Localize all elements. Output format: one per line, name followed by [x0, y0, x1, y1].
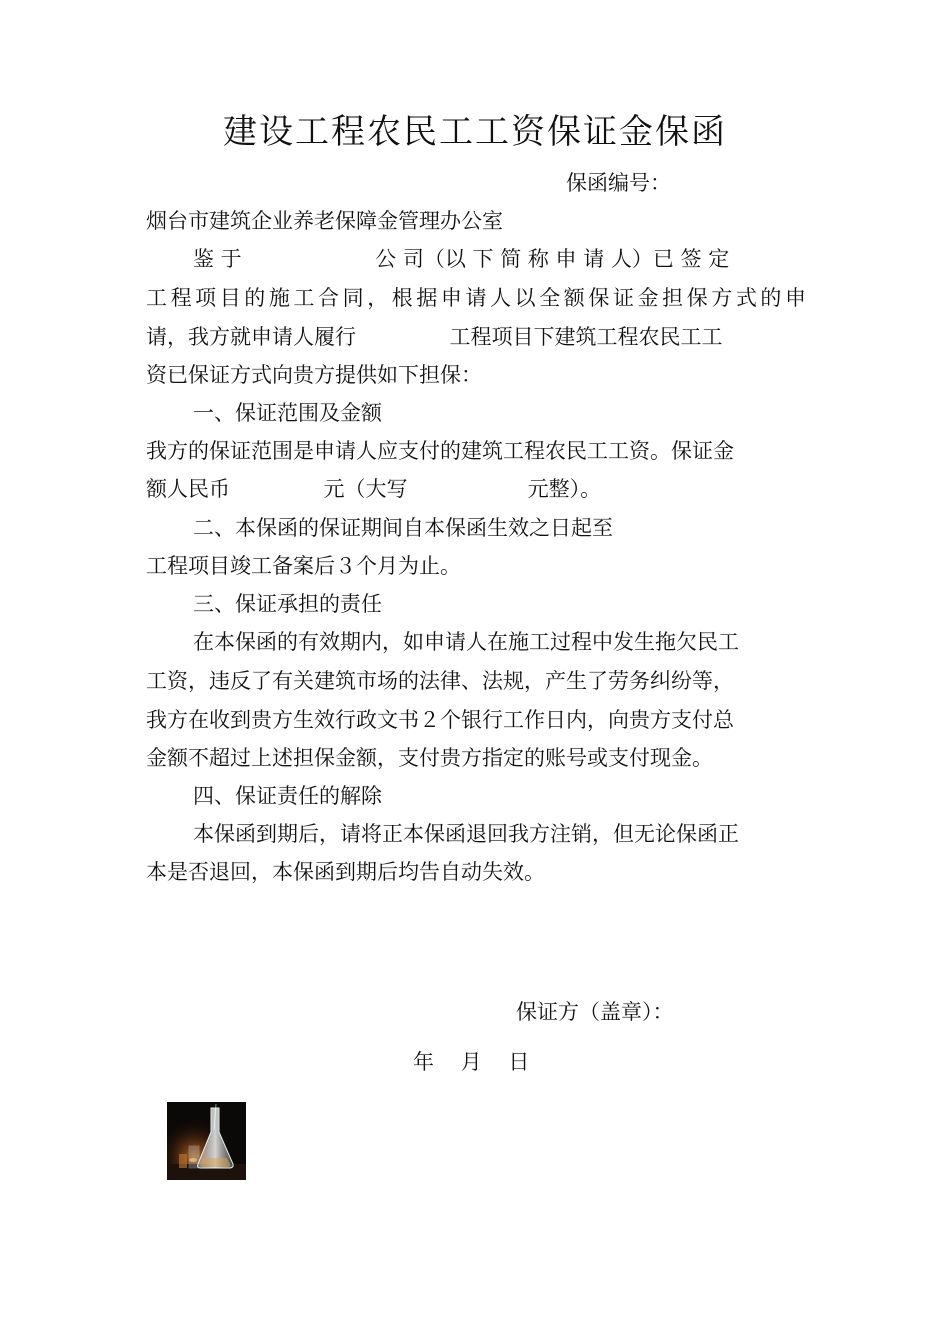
section-4-line-2: 本是否退回，本保函到期后均告自动失效。	[146, 860, 545, 884]
section-2-line-2: 工程项目竣工备案后３个月为止。	[146, 554, 461, 578]
section-1-line-2: 额人民币 元（大写 元整）。	[146, 477, 602, 501]
paragraph-1-line-2: 工程项目的施工合同，根据申请人以全额保证金担保方式的申	[146, 286, 806, 310]
recipient-line: 烟台市建筑企业养老保障金管理办公室	[146, 209, 503, 233]
paragraph-1-line-4: 资已保证方式向贵方提供如下担保：	[146, 363, 482, 387]
section-2-line-1: 二、本保函的保证期间自本保函生效之日起至	[193, 516, 613, 540]
section-3-line-3: 我方在收到贵方生效行政文书２个银行工作日内，向贵方支付总	[146, 708, 734, 732]
lab-glassware-photo-icon	[167, 1102, 246, 1180]
section-3-line-4: 金额不超过上述担保金额，支付贵方指定的账号或支付现金。	[146, 746, 713, 770]
section-1-line-1: 我方的保证范围是申请人应支付的建筑工程农民工工资。保证金	[146, 439, 734, 463]
paragraph-1-line-3: 请，我方就申请人履行 工程项目下建筑工程农民工工	[146, 325, 723, 349]
paragraph-1-line-1: 鉴 于 公 司（以 下 简 称 申 请 人）已 签 定	[193, 247, 730, 271]
guarantee-number-label: 保函编号：	[566, 171, 671, 195]
guarantor-seal-label: 保证方（盖章）：	[516, 1000, 674, 1024]
section-3-line-2: 工资，违反了有关建筑市场的法律、法规，产生了劳务纠纷等，	[146, 669, 734, 693]
document-title: 建设工程农民工工资保证金保函	[223, 112, 727, 152]
date-label: 年 月 日	[413, 1050, 530, 1074]
section-4-heading: 四、保证责任的解除	[193, 784, 382, 808]
section-3-heading: 三、保证承担的责任	[193, 592, 382, 616]
section-3-line-1: 在本保函的有效期内，如申请人在施工过程中发生拖欠民工	[193, 630, 739, 654]
section-1-heading: 一、保证范围及金额	[193, 401, 382, 425]
section-4-line-1: 本保函到期后，请将正本保函退回我方注销，但无论保函正	[193, 822, 739, 846]
